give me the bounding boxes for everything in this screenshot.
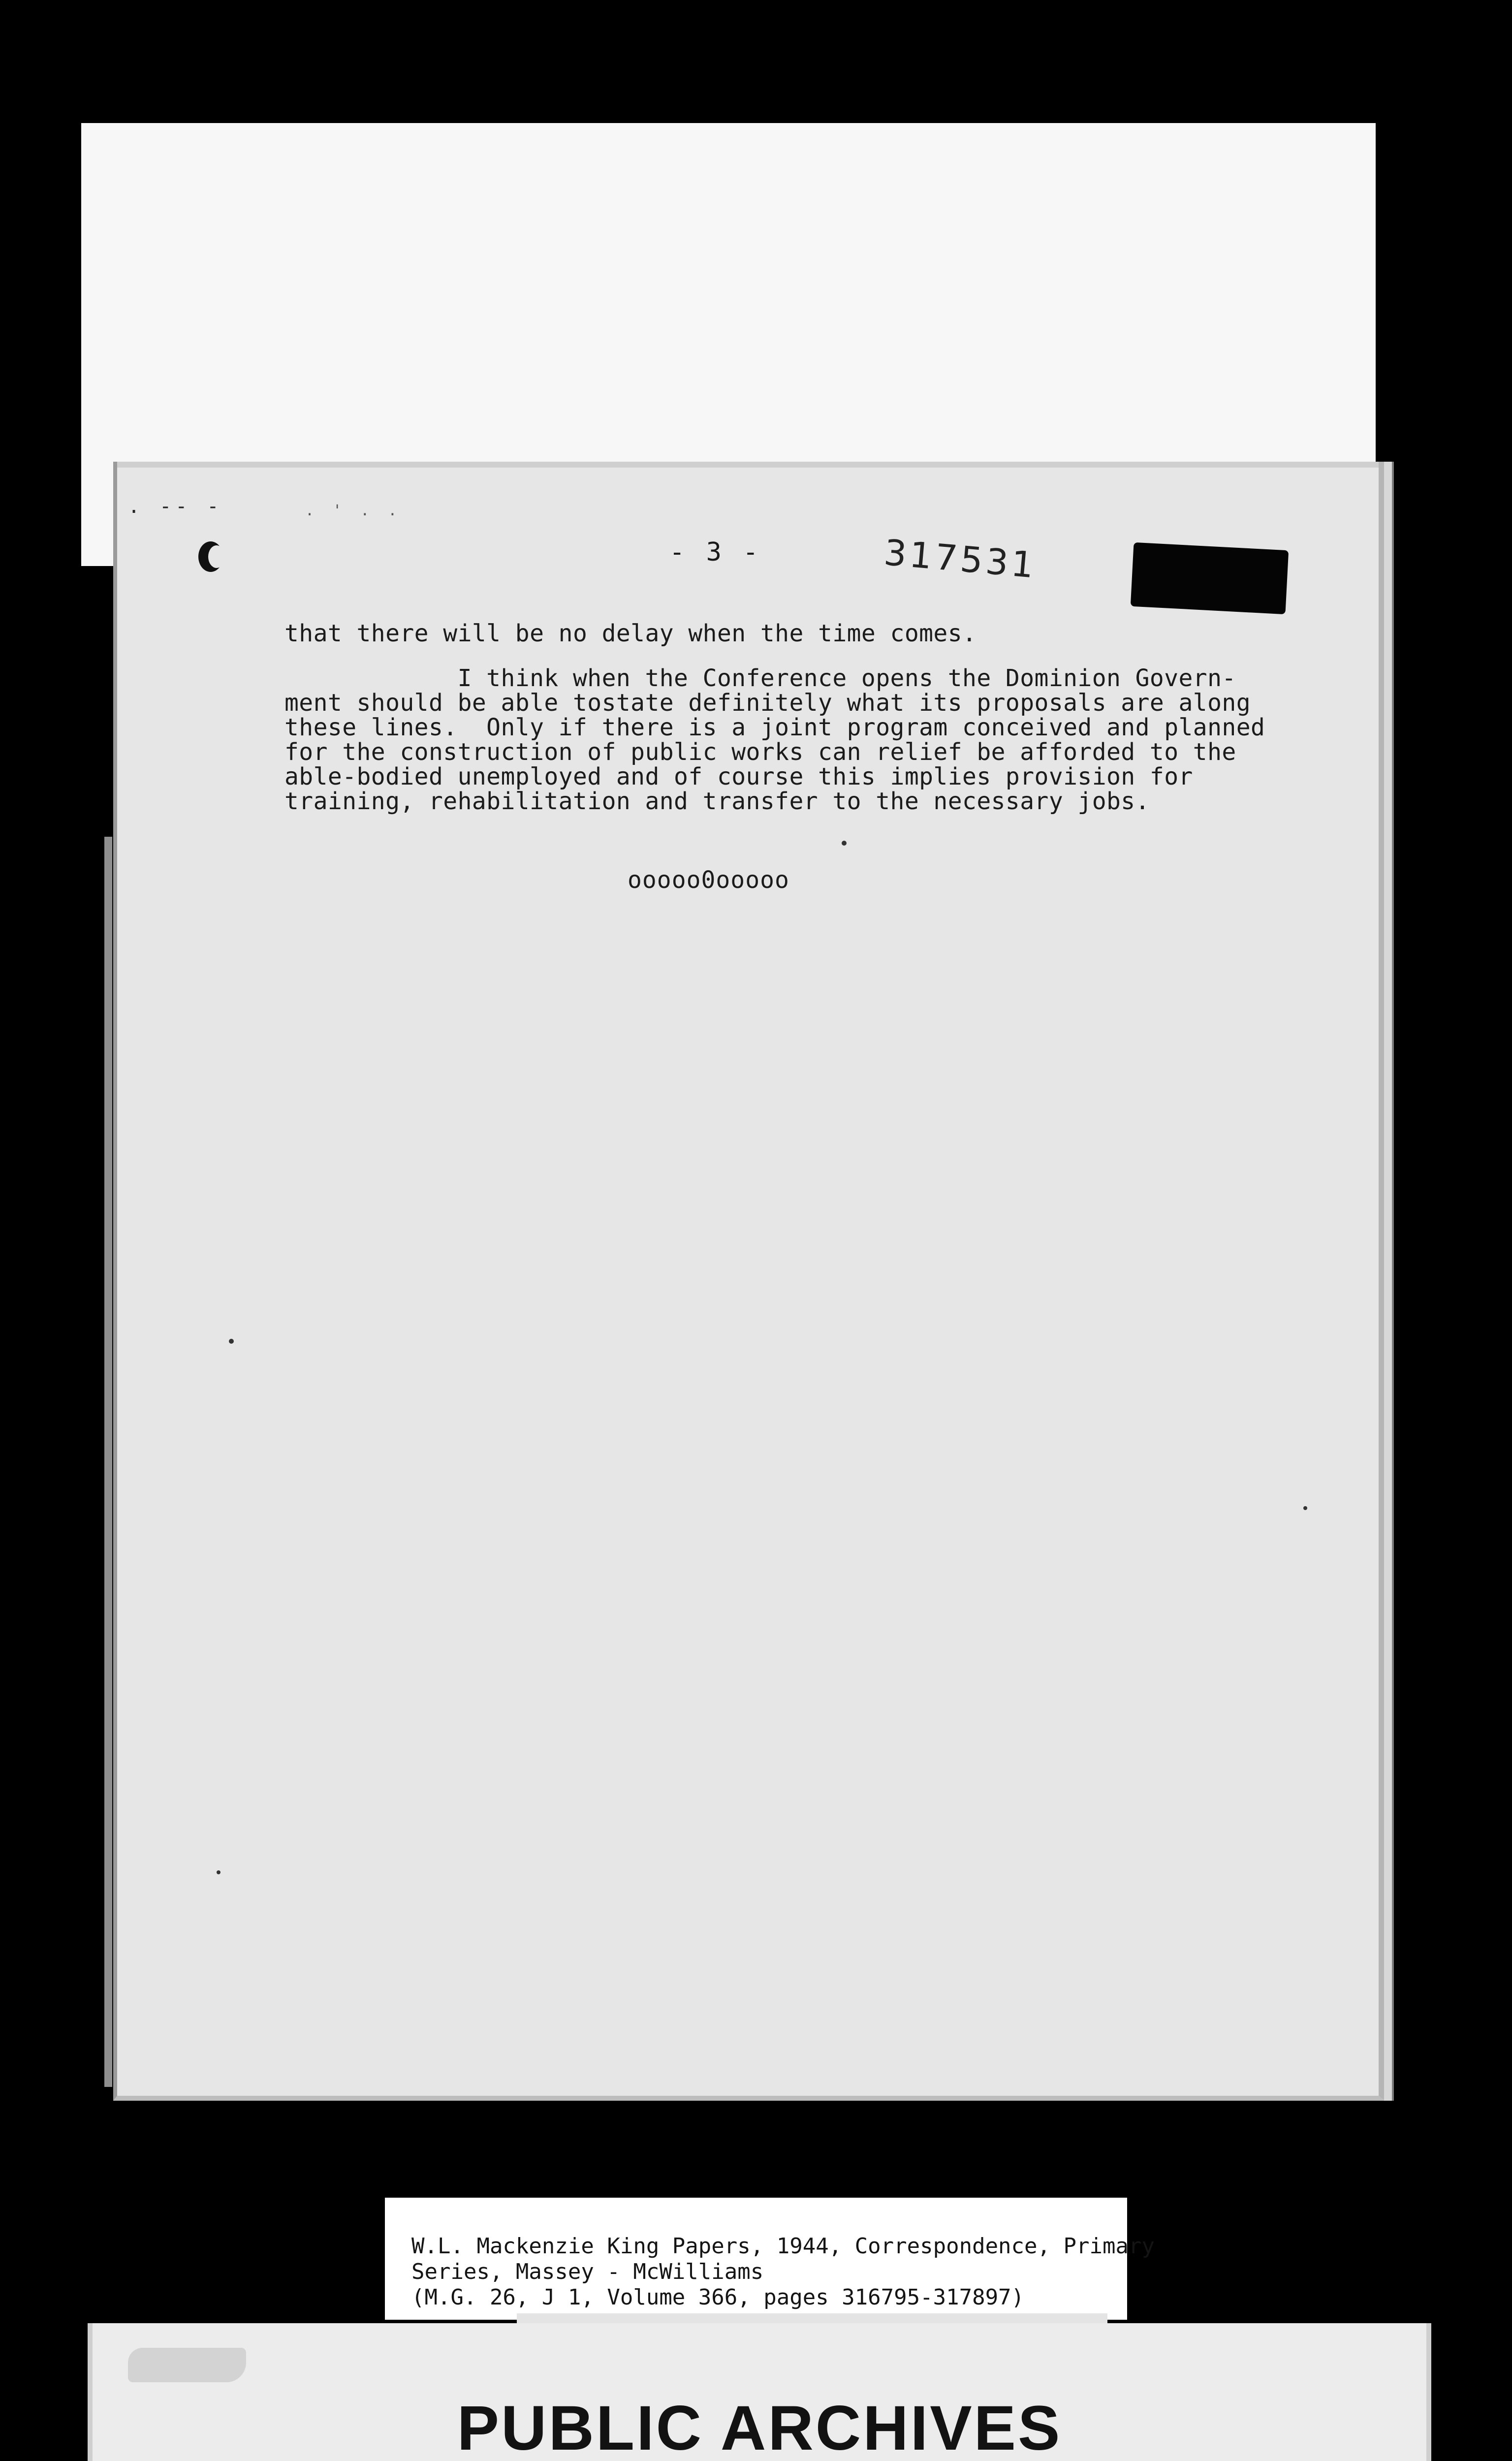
reference-line: Series, Massey - McWilliams (411, 2259, 764, 2284)
page-right-edge (1384, 462, 1394, 2101)
letter-line: these lines. Only if there is a joint program conceived and planned (284, 714, 1265, 741)
letter-line: training, rehabilitation and transfer to the necessary jobs. (284, 788, 1150, 815)
page-left-edge (104, 837, 112, 2087)
document-stamp-number: 317531 (882, 532, 1039, 586)
letter-line: for the construction of public works can relief be afforded to the (284, 738, 1236, 766)
letter-line: ment should be able tostate definitely what its proposals are along (284, 689, 1251, 717)
redaction-block (1131, 542, 1289, 614)
page-number: - 3 - (669, 537, 761, 567)
card-scuff (128, 2348, 246, 2382)
paper-speck (842, 841, 847, 846)
paper-speck (1303, 1506, 1307, 1510)
letter-line: able-bodied unemployed and of course this implies provision for (284, 763, 1193, 790)
ink-marks: . -- - (128, 495, 223, 518)
paper-speck (217, 1870, 220, 1874)
punch-hole (198, 541, 223, 572)
ink-marks-faint: . ' . . (305, 502, 402, 519)
archive-title-english: PUBLIC ARCHIVES (457, 2393, 1062, 2461)
letter-line: I think when the Conference opens the Dominion Govern- (284, 664, 1236, 692)
section-separator: ooooo0ooooo (628, 866, 789, 894)
paper-speck (229, 1339, 234, 1344)
reference-line: (M.G. 26, J 1, Volume 366, pages 316795-317897) (411, 2285, 1025, 2310)
reference-line: W.L. Mackenzie King Papers, 1944, Correspondence, Primary (411, 2234, 1155, 2259)
letter-line: that there will be no delay when the time comes. (284, 620, 977, 647)
